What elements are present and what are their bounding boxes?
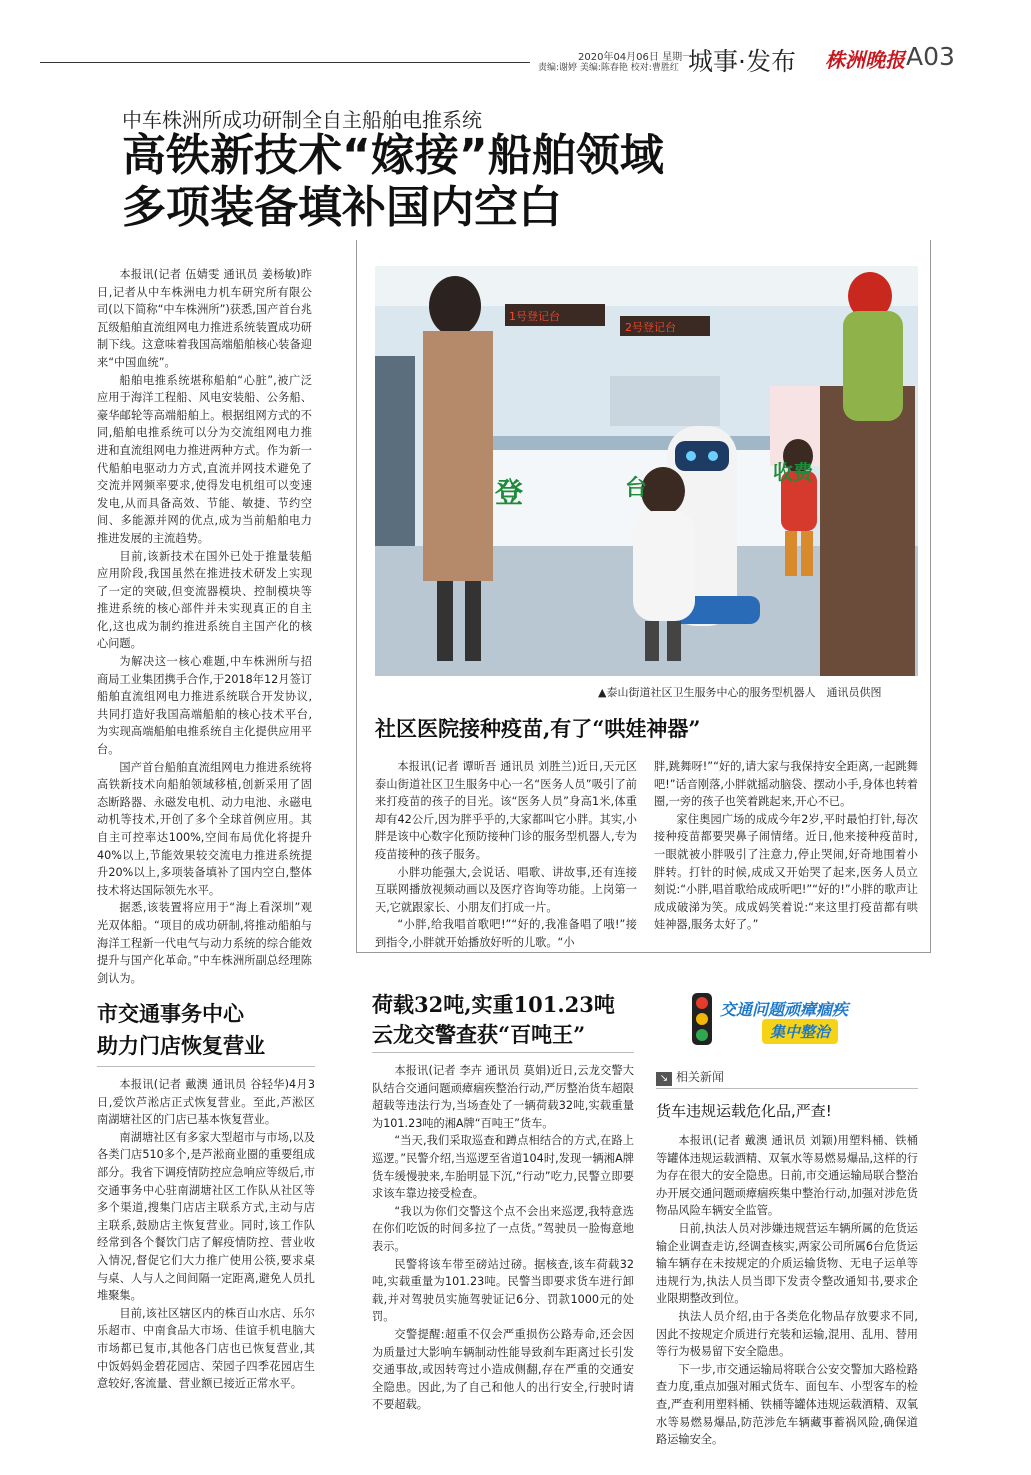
- related-rule: [656, 1088, 918, 1089]
- hazmat-paragraph: 执法人员介绍,由于各类危化物品存放要求不同,因此不按规定介质进行充装和运输,混用、乱用、替用等行为极易留下安全隐患。: [656, 1309, 918, 1359]
- sign-counter-1: 1号登记台: [509, 310, 560, 323]
- hazmat-headline: 货车违规运载危化品,严查!: [656, 1102, 832, 1120]
- editor-credits: 责编:谢婷 美编:陈春艳 校对:曹胜红: [538, 63, 679, 73]
- newspaper-logo: 株洲晚报: [825, 48, 905, 72]
- related-news-text: 相关新闻: [676, 1070, 725, 1084]
- truck-paragraph: “我以为你们交警这个点不会出来巡逻,我特意选在你们吃饭的时间多拉了一点货。”驾驶员一脸悔意地表示。: [372, 1204, 634, 1253]
- shops-headline: [97, 998, 265, 1062]
- truck-paragraph: “当天,我们采取巡查和蹲点相结合的方式,在路上巡逻。”民警介绍,当巡逻至省道104时,发现一辆湘A牌货车缓慢驶来,车胎明显下沉,“行动”吃力,民警立即要求该车靠边接受检查。: [372, 1134, 634, 1201]
- truck-headline-line2: 云龙交警查获“百吨王”: [372, 1022, 586, 1047]
- lead-paragraph: 本报讯(记者 伍婧雯 通讯员 姜杨敏)昨日,记者从中车株洲电力机车研究所有限公司(以下简称“中车株洲所”)获悉,国产首台兆瓦级船舶直流组网电力推进系统装置成功研制下线。这意味着我国高端船舶核心装备迎来“中国血统”。: [97, 268, 312, 369]
- lead-paragraph: 船舶电推系统堪称船舶“心脏”,被广泛应用于海洋工程船、风电安装船、公务船、豪华邮轮等高端船舶上。根据组网方式的不同,船舶电推系统可以分为交流组网电力推进和直流组网电力推进两种方式。作为新一代船舶电驱动力方式,直流并网技术避免了交流并网频率要求,使得发电机组可以变速发电,从而具备高效、节能、敏捷、节约空间、多能源并网的优点,成为当前船舶电力推进发展的主流趋势。: [97, 373, 312, 545]
- header-rule: [40, 62, 530, 63]
- lead-article: [97, 266, 312, 987]
- truck-paragraph: 交警提醒:超重不仅会严重损伤公路寿命,还会因为质量过大影响车辆制动性能导致刹车距离过长引发交通事故,或因转弯过小造成侧翻,存在严重的交通安全隐患。因此,为了自己和他人的出行安全,行驶时请不要超载。: [372, 1327, 634, 1412]
- vaccine-article-right: [654, 758, 918, 934]
- lead-headline-line1: 高铁新技术“嫁接”船舶领域: [122, 130, 664, 181]
- hazmat-paragraph: 日前,执法人员对涉嫌违规营运车辆所属的危货运输企业调查走访,经调查核实,两家公司所属6台危货运输车辆存在未按规定的介质运输货物、无电子运单等违规行为,执法人员当即下发责令整改通知书,要求企业限期整改到位。: [656, 1221, 918, 1306]
- sign-tai: 台: [625, 476, 648, 501]
- campaign-tag: [690, 993, 858, 1045]
- campaign-line2: [762, 1019, 838, 1044]
- truck-paragraph: 本报讯(记者 李卉 通讯员 莫娟)近日,云龙交警大队结合交通问题顽瘴痼疾整治行动,严厉整治货车超限超载等违法行为,当场查处了一辆荷载32吨,实载重量为101.23吨的湘A牌“百吨王”货车。: [372, 1064, 634, 1130]
- shops-rule: [97, 1066, 315, 1067]
- shops-paragraph: 目前,该社区辖区内的株百山水店、乐尔乐超市、中南食品大市场、佳谊手机电脑大市场都已复市,其他各门店也已恢复营业,其中饭妈妈金碧花园店、荣园子四季花园店生意较好,客流量、营业额已接近正常水平。: [97, 1306, 315, 1391]
- sign-deng: 登: [495, 476, 524, 509]
- truck-paragraph: 民警将该车带至磅站过磅。据核查,该车荷载32吨,实载重量为101.23吨。民警当即要求货车进行卸载,并对驾驶员实施驾驶证记6分、罚款1000元的处罚。: [372, 1257, 634, 1324]
- sign-shoufei: 收费: [773, 460, 813, 484]
- hazmat-article: [656, 1132, 918, 1449]
- truck-headline: [372, 990, 615, 1050]
- lead-paragraph: 据悉,该装置将应用于“海上看深圳”观光双体船。“项目的成功研制,将推动船舶与海洋工程新一代电气与动力系统的综合能效提升与国产化革命。”中车株洲所副总经理陈剑认为。: [97, 901, 312, 985]
- shops-headline-line1: 市交通事务中心: [97, 1001, 244, 1026]
- lead-paragraph: 目前,该新技术在国外已处于推量装船应用阶段,我国虽然在推进技术研发上实现了一定的突破,但变流器模块、控制模块等推进系统的核心部件并未实现真正的自主化,这也成为制约推进系统自主国产化的核心问题。: [97, 549, 312, 651]
- truck-article: [372, 1062, 634, 1414]
- hazmat-paragraph: 本报讯(记者 戴澳 通讯员 刘颖)用塑料桶、铁桶等罐体违规运载酒精、双氧水等易燃易爆品,这样的行为存在很大的安全隐患。日前,市交通运输局联合整治办开展交通问题顽瘴痼疾集中整治行动,加强对涉危货物品风险车辆安全监管。: [656, 1134, 918, 1218]
- lead-headline-line2: 多项装备填补国内空白: [122, 182, 562, 233]
- vaccine-headline: 社区医院接种疫苗,有了“哄娃神器”: [375, 716, 701, 741]
- lead-kicker: 中车株洲所成功研制全自主船舶电推系统: [122, 108, 482, 132]
- sign-counter-2: 2号登记台: [625, 321, 676, 334]
- traffic-light-icon: [690, 993, 714, 1045]
- arrow-icon: ↘: [656, 1072, 672, 1086]
- page-number: A03: [906, 42, 955, 71]
- campaign-line2-text: 集中整治: [770, 1023, 831, 1041]
- truck-headline-line1: 荷载32吨,实重101.23吨: [372, 992, 615, 1017]
- vaccine-paragraph-continued: 胖,跳舞呀!”“好的,请大家与我保持安全距离,一起跳舞吧!”话音刚落,小胖就摇动脑袋、摆动小手,身体也转着圈,一旁的孩子也笑着跳起来,开心不已。: [654, 760, 918, 809]
- section-name: 城事·发布: [688, 47, 796, 76]
- lead-paragraph: 为解决这一核心难题,中车株洲所与招商局工业集团携手合作,于2018年12月签订船舶直流组网电力推进系统联合开发协议,共同打造好我国高端船舶的核心技术平台,为实现高端船舶电推系统自主化提供应用平台。: [97, 655, 312, 757]
- photo-caption: ▲泰山街道社区卫生服务中心的服务型机器人 通讯员供图: [598, 686, 882, 699]
- shops-article: [97, 1076, 315, 1393]
- vaccine-paragraph: “小胖,给我唱首歌吧!”“好的,我准备唱了哦!”接到指令,小胖就开始播放好听的儿歌。“小: [375, 918, 637, 949]
- issue-date: 2020年04月06日 星期一: [578, 52, 693, 63]
- shops-paragraph: 南湖塘社区有多家大型超市与市场,以及各类门店510多个,是芦淞商业圈的重要组成部分。我省下调疫情防控应急响应等级后,市交通事务中心驻南湖塘社区工作队从社区等多个渠道,搜集门店店主联系方式,主动与店主联系,鼓励店主恢复营业。同时,该工作队经常到各个餐饮门店了解疫情防控、营业收入情况,督促它们大力推广使用公筷,要求桌与桌、人与人之间间隔一定距离,避免人员扎堆聚集。: [97, 1130, 315, 1303]
- vaccine-paragraph: 家住奥园广场的成成今年2岁,平时最怕打针,每次接种疫苗都要哭鼻子闹情绪。近日,他来接种疫苗时,一眼就被小胖吸引了注意力,停止哭闹,好奇地围着小胖转。打针的时候,成成又开始哭了起来,医务人员立刻说:“小胖,唱首歌给成成听吧!”“好的!”小胖的歌声让成成破涕为笑。成成妈笑着说:“来这里打疫苗都有哄娃神器,服务太好了。”: [654, 812, 918, 932]
- shops-paragraph: 本报讯(记者 戴澳 通讯员 谷轻华)4月3日,爱饮芦淞店正式恢复营业。至此,芦淞区南湖塘社区的门店已基本恢复营业。: [97, 1078, 315, 1127]
- campaign-line1: 交通问题顽瘴痼疾: [720, 1000, 849, 1019]
- vaccine-paragraph: 小胖功能强大,会说话、唱歌、讲故事,还有连接互联网播放视频动画以及医疗咨询等功能。上岗第一天,它就跟家长、小朋友们打成一片。: [375, 865, 637, 914]
- lead-paragraph: 国产首台船舶直流组网电力推进系统将高铁新技术向船舶领域移植,创新采用了固态断路器、永磁发电机、动力电池、永磁电动机等技术,开创了多个全球首例应用。其自主可控率达100%,空间布局优化将提升40%以上,节能效果较交流电力推进系统提升20%以上,多项装备填补了国内空白,整体技术将达国际领先水平。: [97, 760, 312, 897]
- vaccine-article-left: [375, 758, 637, 952]
- vaccine-paragraph: 本报讯(记者 谭昕吾 通讯员 刘胜兰)近日,天元区泰山街道社区卫生服务中心一名“医务人员”吸引了前来打疫苗的孩子的目光。该“医务人员”身高1米,体重却有42公斤,因为胖乎乎的,大家都叫它小胖。其实,小胖是该中心数字化预防接种门诊的服务型机器人,专为疫苗接种的孩子服务。: [375, 760, 637, 861]
- truck-rule: [372, 1052, 634, 1053]
- hazmat-paragraph: 下一步,市交通运输局将联合公安交警加大路检路查力度,重点加强对厢式货车、面包车、小型客车的检查,严查利用塑料桶、铁桶等罐体违规运载酒精、双氧水等易燃易爆品,防范涉危车辆藏事蓄祸风险,确保道路运输安全。: [656, 1362, 918, 1447]
- related-news-label: [656, 1068, 724, 1086]
- shops-headline-line2: 助力门店恢复营业: [97, 1033, 265, 1058]
